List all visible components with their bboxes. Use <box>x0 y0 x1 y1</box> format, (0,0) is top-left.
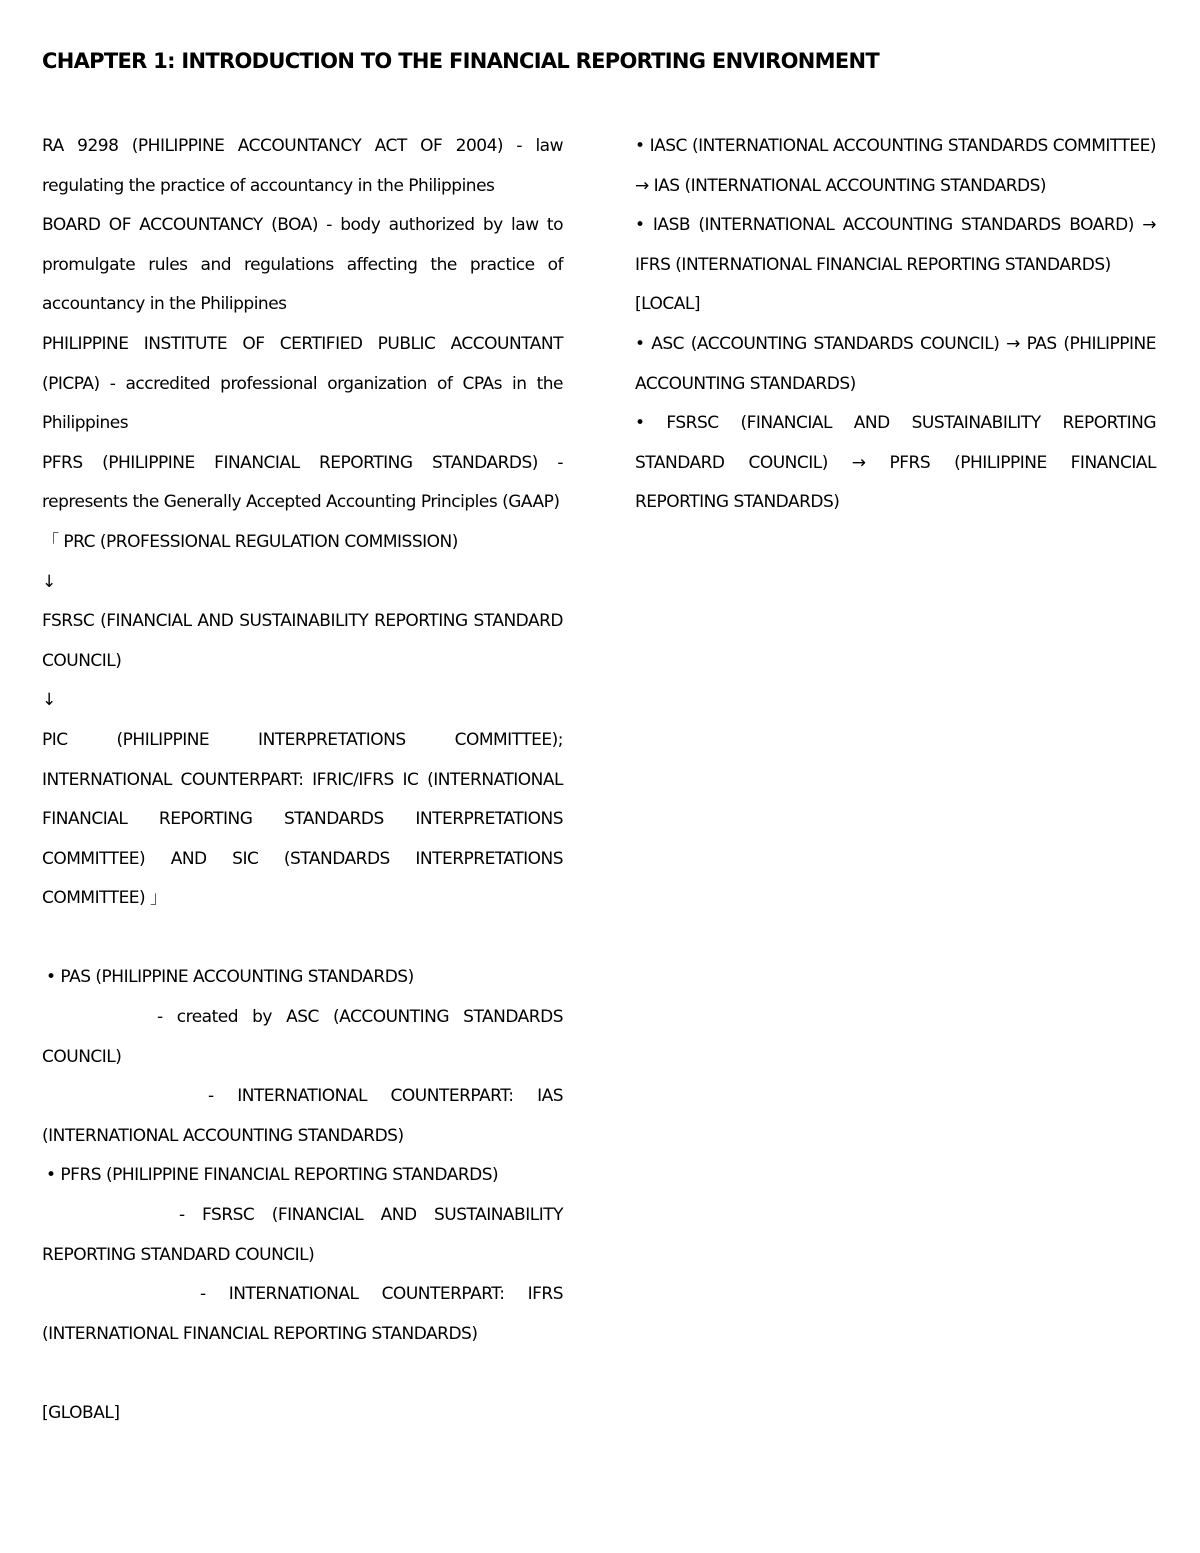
pfrs-bullet: • PFRS (PHILIPPINE FINANCIAL REPORTING STANDARDS) <box>46 1165 499 1186</box>
right-column <box>635 127 1156 523</box>
pfrs-fsrsc: - FSRSC (FINANCIAL AND SUSTAINABILITY REPORTING STANDARD COUNCIL) <box>42 1205 563 1265</box>
fsrsc-line: FSRSC (FINANCIAL AND SUSTAINABILITY REPORTING STANDARD COUNCIL) <box>42 611 563 671</box>
pas-created-by: - created by ASC (ACCOUNTING STANDARDS COUNCIL) <box>42 1007 563 1067</box>
iasc-bullet: • IASC (INTERNATIONAL ACCOUNTING STANDARDS COMMITTEE) → IAS (INTERNATIONAL ACCOUNTING STANDARDS) <box>635 136 1156 196</box>
pfrs-definition: PFRS (PHILIPPINE FINANCIAL REPORTING STANDARDS) - represents the Generally Accepted Accounting Principles (GAAP) <box>42 452 563 513</box>
local-label: [LOCAL] <box>635 294 700 315</box>
pic-paragraph: PIC (PHILIPPINE INTERPRETATIONS COMMITTEE); INTERNATIONAL COUNTERPART: IFRIC/IFRS IC (INTERNATIONAL FINANCIAL REPORTING STANDARDS INTERPRETATIONS COMMITTEE) AND SIC (STANDARDS INTERPRETATIONS COMMITTEE) 」 <box>42 729 563 909</box>
page-title: CHAPTER 1: INTRODUCTION TO THE FINANCIAL REPORTING ENVIRONMENT <box>42 49 879 73</box>
down-arrow-icon: ↓ <box>42 690 56 711</box>
pas-bullet: • PAS (PHILIPPINE ACCOUNTING STANDARDS) <box>46 967 414 988</box>
boa-definition: BOARD OF ACCOUNTANCY (BOA) - body authorized by law to promulgate rules and regulations affecting the practice of accountancy in the Philippines <box>42 215 563 315</box>
prc-line: 「 PRC (PROFESSIONAL REGULATION COMMISSION) <box>42 531 458 552</box>
global-label: [GLOBAL] <box>42 1403 120 1423</box>
left-column <box>42 127 563 1434</box>
ra9298-definition: RA 9298 (PHILIPPINE ACCOUNTANCY ACT OF 2004) - law regulating the practice of accountancy in the Philippines <box>42 136 563 196</box>
pas-international-counterpart: - INTERNATIONAL COUNTERPART: IAS (INTERNATIONAL ACCOUNTING STANDARDS) <box>42 1086 563 1146</box>
fsrsc-bullet: • FSRSC (FINANCIAL AND SUSTAINABILITY REPORTING STANDARD COUNCIL) → PFRS (PHILIPPINE FINANCIAL REPORTING STANDARDS) <box>635 413 1156 513</box>
pfrs-international-counterpart: - INTERNATIONAL COUNTERPART: IFRS (INTERNATIONAL FINANCIAL REPORTING STANDARDS) <box>42 1284 563 1344</box>
spacer <box>42 1354 563 1394</box>
picpa-definition: PHILIPPINE INSTITUTE OF CERTIFIED PUBLIC ACCOUNTANT (PICPA) - accredited professional organization of CPAs in the Philippines <box>42 333 563 434</box>
down-arrow-icon: ↓ <box>42 571 56 592</box>
asc-bullet: • ASC (ACCOUNTING STANDARDS COUNCIL) → PAS (PHILIPPINE ACCOUNTING STANDARDS) <box>635 333 1156 394</box>
iasb-bullet: • IASB (INTERNATIONAL ACCOUNTING STANDARDS BOARD) → IFRS (INTERNATIONAL FINANCIAL REPORTING STANDARDS) <box>635 215 1156 275</box>
spacer <box>42 919 563 959</box>
